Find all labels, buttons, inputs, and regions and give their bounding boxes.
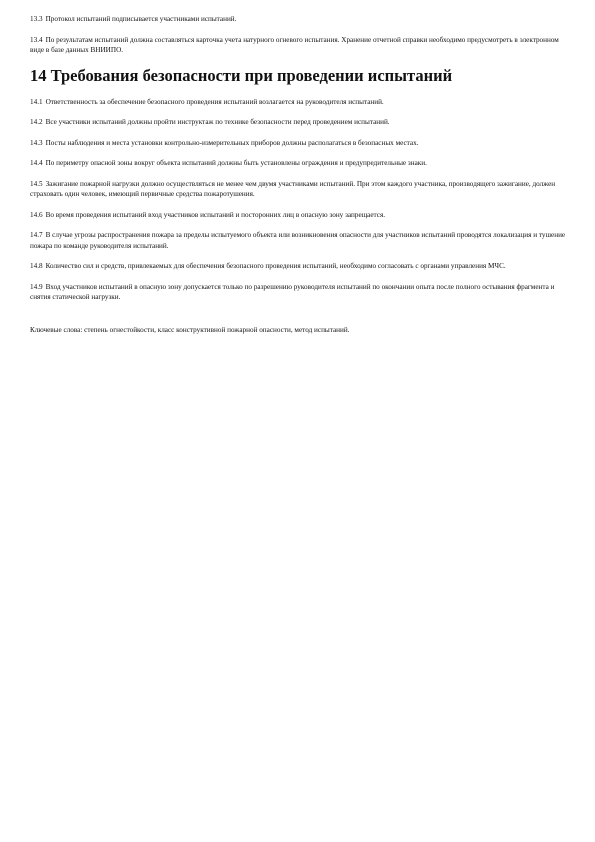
paragraph-14-2	[30, 117, 570, 128]
paragraph-number: 14.3	[30, 138, 43, 147]
section-heading: 14 Требования безопасности при проведении испытаний	[30, 65, 453, 85]
paragraph-text: Во время проведения испытаний вход участников испытаний и посторонних лиц в опасную зону запрещается.	[45, 210, 386, 219]
paragraph-number: 14.1	[30, 97, 43, 106]
paragraph-14-4	[30, 158, 570, 169]
keywords-line: Ключевые слова: степень огнестойкости, класс конструктивной пожарной опасности, метод испытаний.	[30, 325, 350, 334]
paragraph-14-3	[30, 138, 570, 149]
paragraph-text: Протокол испытаний подписывается участниками испытаний.	[45, 15, 237, 23]
paragraph-text: По периметру опасной зоны вокруг объекта испытаний должны быть установлены ограждения и предупредительные знаки.	[45, 159, 427, 167]
paragraph-14-8	[30, 261, 570, 272]
spacer	[30, 313, 570, 325]
paragraph-number: 14.2	[30, 118, 43, 126]
paragraph-14-5	[30, 179, 570, 200]
paragraph-14-7	[30, 230, 570, 251]
paragraph-text: Все участники испытаний должны пройти инструктаж по технике безопасности перед проведением испытаний.	[45, 118, 390, 126]
paragraph-text: Зажигание пожарной нагрузки должно осуществляться не менее чем двумя участниками испытаний. При этом каждого участника, производящего зажигание, должен страховать один человек, имеющий первичные средства пожаротушения.	[30, 179, 556, 198]
paragraph-14-1	[30, 97, 570, 108]
paragraph-14-6	[30, 210, 570, 221]
paragraph-text: Посты наблюдения и места установки контрольно-измерительных приборов должны располагаться в безопасных местах.	[45, 138, 419, 147]
paragraph-text: В случае угрозы распространения пожара за пределы испытуемого объекта или возникновения опасности для участников испытаний проводятся локализация и тушение пожара по команде руководителя испытаний.	[30, 231, 566, 250]
paragraph-14-9	[30, 282, 570, 303]
paragraph-text: Количество сил и средств, привлекаемых для обеспечения безопасного проведения испытаний, необходимо согласовать с органами управления МЧС.	[45, 262, 506, 270]
paragraph-text: Вход участников испытаний в опасную зону допускается только по разрешению руководителя испытаний по окончании опыта после полного остывания фрагмента и снятия статической нагрузки.	[30, 282, 555, 301]
paragraph-number: 14.4	[30, 159, 43, 167]
paragraph-number: 14.7	[30, 231, 43, 239]
paragraph-number: 14.6	[30, 210, 43, 219]
paragraph-text: Ответственность за обеспечение безопасного проведения испытаний возлагается на руководителя испытаний.	[45, 97, 384, 106]
paragraph-13-3	[30, 14, 570, 25]
paragraph-text: По результатам испытаний должна составляться карточка учета натурного огневого испытания. Хранение отчетной справки необходимо предусмотреть в электронном виде в базе данных ВНИИПО.	[30, 35, 559, 54]
paragraph-number: 13.4	[30, 35, 43, 44]
paragraph-number: 14.9	[30, 282, 43, 291]
document-page	[30, 14, 570, 345]
paragraph-number: 13.3	[30, 15, 43, 23]
paragraph-13-4	[30, 35, 570, 56]
paragraph-number: 14.5	[30, 179, 43, 188]
paragraph-number: 14.8	[30, 262, 43, 270]
